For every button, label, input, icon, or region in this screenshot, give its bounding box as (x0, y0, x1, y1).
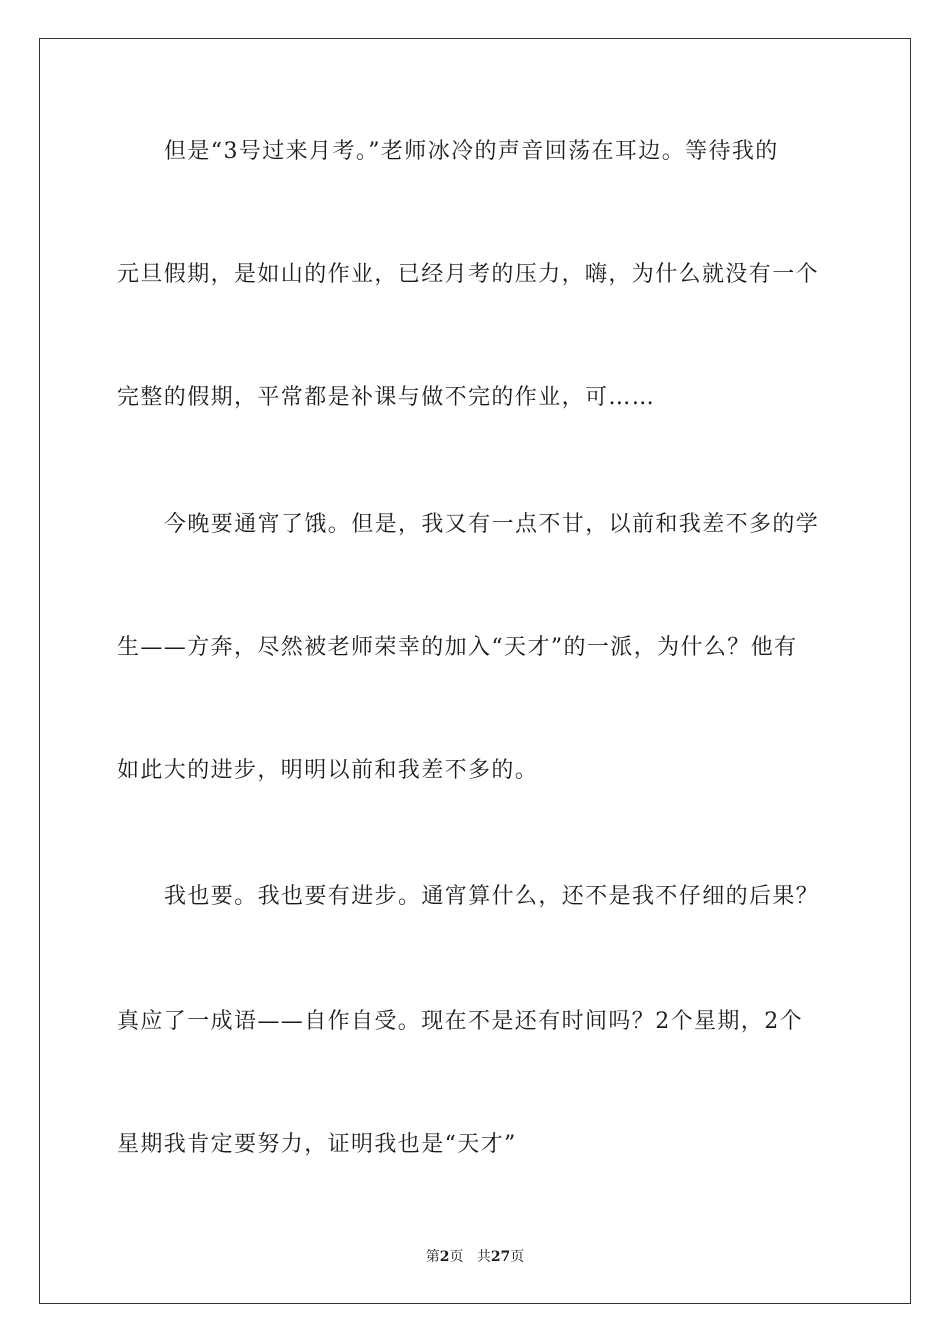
text-line-6: 如此大的进步，明明以前和我差不多的。 (117, 758, 539, 783)
page-footer (0, 1248, 950, 1266)
text-line-7: 我也要。我也要有进步。通宵算什么，还不是我不仔细的后果？ (164, 884, 820, 909)
page-border (39, 38, 911, 1304)
text-line-2: 元旦假期，是如山的作业，已经月考的压力，嗨，为什么就没有一个 (117, 262, 820, 287)
page-label-suffix: 页 (449, 1249, 464, 1265)
page-number: 2 (439, 1249, 450, 1265)
text-line-1: 但是“3号过来月考。”老师冰冷的声音回荡在耳边。等待我的 (164, 139, 779, 164)
total-label-suffix: 页 (510, 1249, 525, 1265)
text-line-8: 真应了一成语——自作自受。现在不是还有时间吗？2个星期，2个 (117, 1009, 803, 1034)
page-label-prefix: 第 (425, 1249, 440, 1265)
text-line-9: 星期我肯定要努力，证明我也是“天才” (117, 1132, 517, 1157)
total-label-prefix: 共 (476, 1249, 491, 1265)
text-line-3: 完整的假期，平常都是补课与做不完的作业，可…… (117, 385, 656, 410)
total-pages: 27 (490, 1249, 511, 1265)
text-line-5: 生——方奔，尽然被老师荣幸的加入“天才”的一派，为什么？他有 (117, 635, 798, 660)
text-line-4: 今晚要通宵了饿。但是，我又有一点不甘，以前和我差不多的学 (164, 512, 820, 537)
